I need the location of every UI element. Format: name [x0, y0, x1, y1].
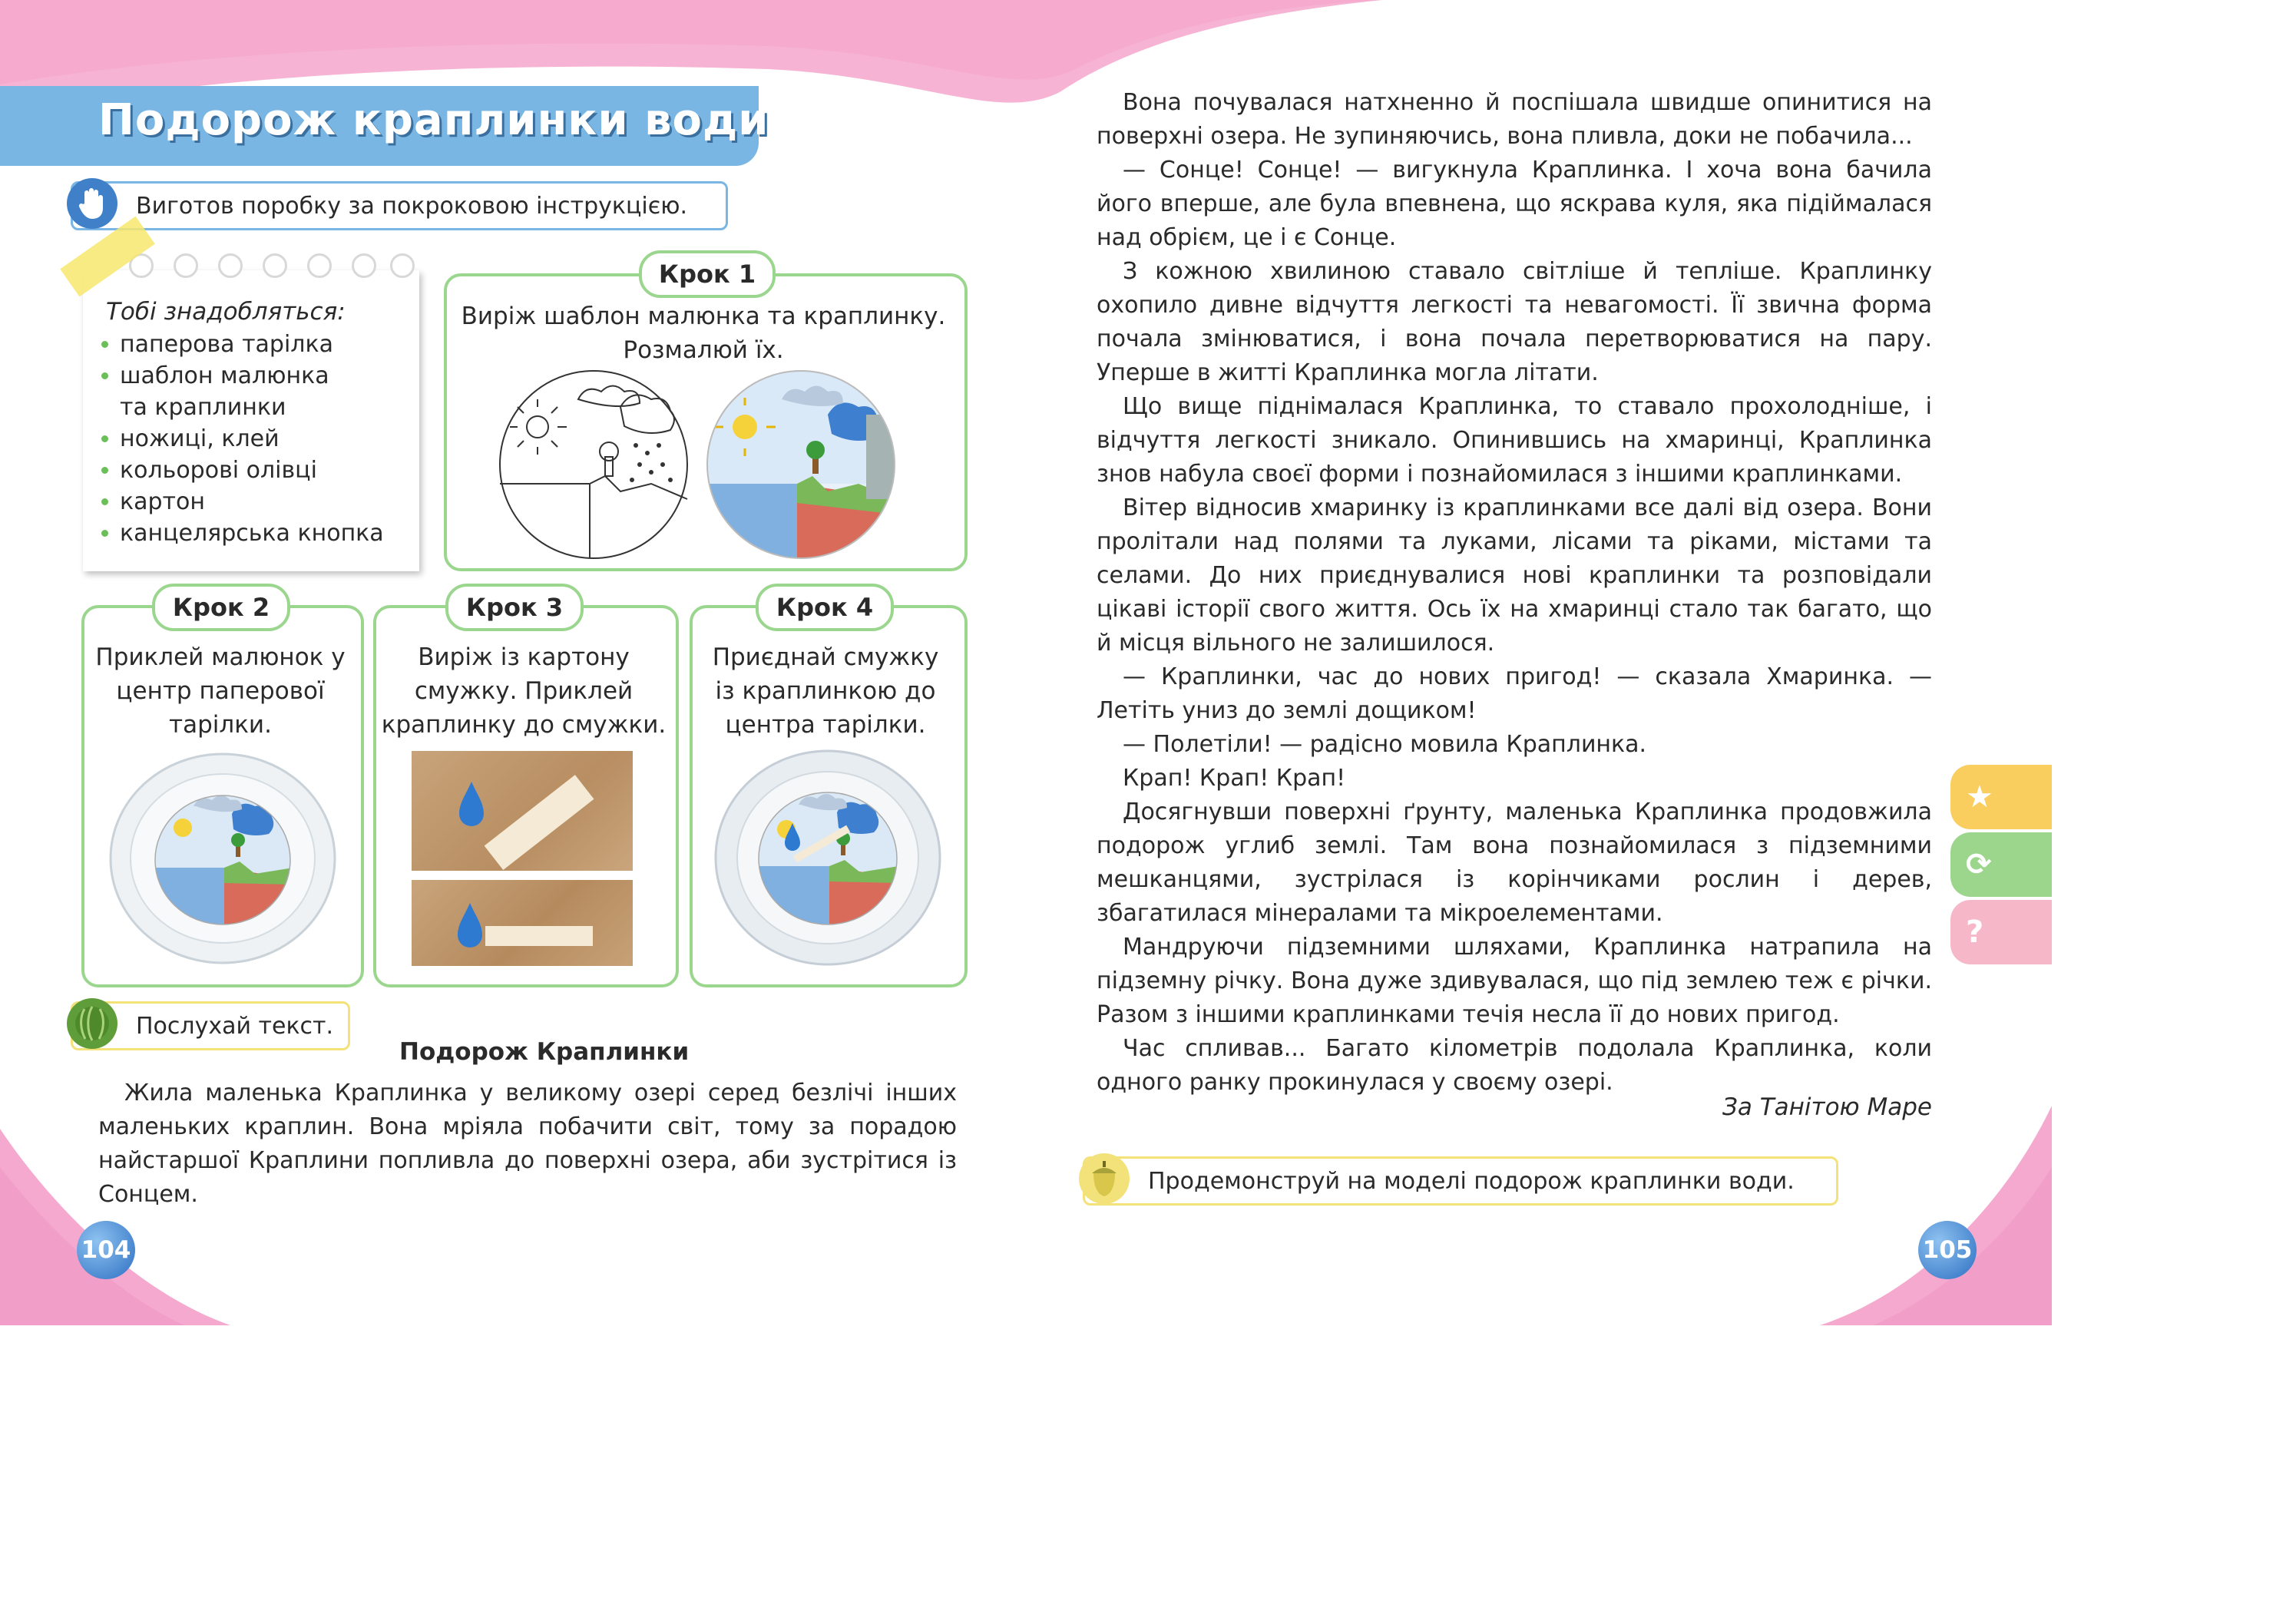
list-item: паперова тарілка	[97, 329, 384, 360]
paragraph: З кожною хвилиною ставало світліше й тепліше. Краплинку охопило дивне відчуття легкості та невагомості. Її звична форма почала змінюватися, і вона почала перетворюватися на пару. Уперше в житті Краплинка могла літати.	[1097, 258, 1932, 386]
binder-ring-icon	[263, 253, 287, 278]
binder-ring-icon	[390, 253, 415, 278]
page-number-right: 105	[1918, 1221, 1977, 1279]
materials-list	[97, 329, 384, 549]
page-title: Подорож краплинки води	[98, 95, 769, 145]
instruction-craft-text: Виготов поробку за покроковою інструкцією.	[136, 192, 688, 220]
list-item: шаблон малюнка	[97, 360, 384, 392]
story-right-text	[1097, 86, 1932, 1100]
list-item: картон	[97, 486, 384, 518]
step-2-text: Приклей малюнок у центр паперової тарілки.	[95, 643, 346, 739]
paragraph: Крап! Крап! Крап!	[1123, 765, 1346, 792]
list-item: канцелярська кнопка	[97, 518, 384, 549]
paragraph: Що вище піднімалася Краплинка, то ставало прохолодніше, і відчуття легкості зникало. Опинившись на хмаринці, Краплинка знов набула своєї форми і познайомилася з іншими краплинками.	[1097, 393, 1932, 488]
watermelon-icon	[67, 998, 117, 1049]
star-icon: ★	[1966, 779, 1993, 815]
hand-icon	[67, 178, 117, 229]
strip-photo-1	[412, 751, 633, 871]
paragraph: — Полетіли! — радісно мовила Краплинка.	[1123, 731, 1647, 758]
step-2-label: Крок 2	[152, 584, 290, 631]
paragraph: Досягнувши поверхні ґрунту, маленька Краплинка продовжила подорож углиб землі. Там вона познайомилася з підземними мешканцями, зустрілася із корінчиками рослин і дерев, збагатилася мінералами та мікроелементами.	[1097, 799, 1932, 927]
materials-title: Тобі знадобляться:	[106, 298, 346, 326]
step-3-text: Виріж із картону смужку. Приклей краплинку до смужки.	[381, 643, 667, 739]
acorn-icon	[1079, 1153, 1130, 1204]
binder-ring-icon	[352, 253, 376, 278]
binder-ring-icon	[174, 253, 198, 278]
step-1-label: Крок 1	[639, 250, 776, 298]
story-title: Подорож Краплинки	[399, 1038, 690, 1066]
template-drawing	[498, 369, 690, 561]
materials-card	[83, 270, 419, 571]
story-left-text: Жила маленька Краплинка у великому озері серед безлічі інших маленьких краплин. Вона мріяла побачити світ, тому за порадою найстаршої Краплини попливла до поверхні озера, аби зустрітися із Сонцем.	[98, 1080, 957, 1208]
instruction-demo-text: Продемонструй на моделі подорож краплинки води.	[1148, 1167, 1795, 1195]
instruction-demo	[1083, 1156, 1838, 1206]
step-1-text: Виріж шаблон малюнка та краплинку. Розмалюй їх.	[461, 303, 946, 364]
paragraph: Вона почувалася натхненно й поспішала швидше опинитися на поверхні озера. Не зупиняючись, вона пливла, доки не побачила...	[1097, 89, 1932, 150]
list-item: ножиці, клей	[97, 423, 384, 455]
paragraph: Час спливав... Багато кілометрів подолала Краплинка, коли одного ранку прокинулася у своєму озері.	[1097, 1035, 1932, 1096]
binder-ring-icon	[218, 253, 243, 278]
finished-plate-image	[714, 749, 941, 966]
refresh-tab[interactable]	[1950, 832, 2052, 897]
list-item: та краплинки	[120, 394, 286, 421]
paragraph: — Краплинки, час до нових пригод! — сказала Хмаринка. — Летіть униз до землі дощиком!	[1097, 663, 1932, 724]
step-4-label: Крок 4	[756, 584, 894, 631]
paragraph: — Сонце! Сонце! — вигукнула Краплинка. І хоча вона бачила його вперше, але була впевнена, що яскрава куля, яка підіймалася над обрієм, це і є Сонце.	[1097, 157, 1932, 251]
binder-ring-icon	[307, 253, 332, 278]
question-icon: ?	[1966, 915, 1984, 950]
colored-drawing	[705, 369, 897, 561]
story-author: За Танітою Маре	[1722, 1093, 1932, 1121]
strip-photo-2	[412, 880, 633, 966]
paper-plate-image	[109, 752, 336, 964]
paragraph: Мандруючи підземними шляхами, Краплинка натрапила на підземну річку. Вона дуже здивувалася, що під землею теж є річки. Разом з іншими краплинками течія несла її до нових пригод.	[1097, 934, 1932, 1028]
instruction-listen	[71, 1001, 350, 1050]
instruction-craft	[71, 181, 728, 230]
list-item: кольорові олівці	[97, 455, 384, 486]
instruction-listen-text: Послухай текст.	[136, 1012, 334, 1040]
question-tab[interactable]	[1950, 900, 2052, 964]
refresh-icon: ⟳	[1966, 847, 1992, 882]
paragraph: Вітер відносив хмаринку із краплинками все далі від озера. Вони пролітали над полями та луками, лісами та ріками, містами та селами. До них приєднувалися нові краплинки та розповідали цікаві історії свого життя. Ось їх на хмаринці стало так багато, що й місця вільного не залишилося.	[1097, 494, 1932, 657]
star-tab[interactable]	[1950, 765, 2052, 829]
page-number-left: 104	[77, 1221, 135, 1279]
step-3-label: Крок 3	[445, 584, 584, 631]
step-4-text: Приєднай смужку із краплинкою до центра тарілки.	[712, 643, 939, 739]
